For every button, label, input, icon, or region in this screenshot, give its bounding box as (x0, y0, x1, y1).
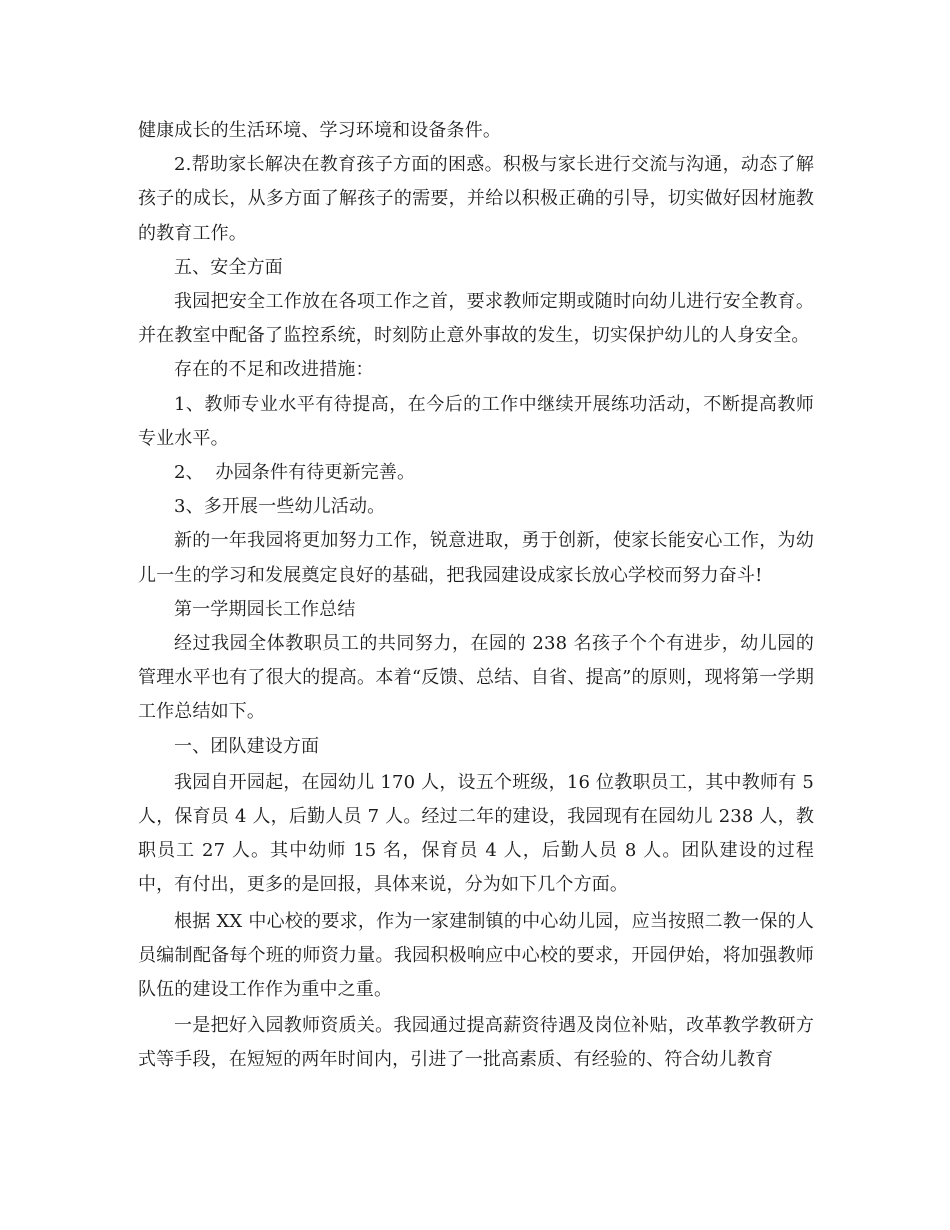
paragraph-new-year: 新的一年我园将更加努力工作，锐意进取，勇于创新，使家长能安心工作，为幼儿一生的学习和发展奠定良好的基础，把我园建设成家长放心学校而努力奋斗! (138, 530, 814, 586)
summary-title: 第一学期园长工作总结 (174, 598, 356, 620)
heading-team-building: 一、团队建设方面 (174, 735, 320, 757)
paragraph-continuation: 健康成长的生活环境、学习环境和设备条件。 (138, 120, 501, 141)
list-item-3: 3、多开展一些幼儿活动。 (174, 496, 386, 518)
paragraph-intro: 经过我园全体教职员工的共同努力，在园的 238 名孩子个个有进步，幼儿园的管理水平也有了很大的提高。本着“反馈、总结、自省、提高”的原则，现将第一学期工作总结如下。 (138, 633, 814, 723)
paragraph-parent-help: 2.帮助家长解决在教育孩子方面的困惑。积极与家长进行交流与沟通，动态了解孩子的成长，从多方面了解孩子的需要，并给以积极正确的引导，切实做好因材施教的教育工作。 (138, 154, 814, 244)
paragraph-staffing: 根据 XX 中心校的要求，作为一家建制镇的中心幼儿园，应当按照二教一保的人员编制配备每个班的师资力量。我园积极响应中心校的要求，开园伊始，将加强教师队伍的建设工作作为重中之重。 (138, 910, 814, 1001)
list-item-2: 2、 办园条件有待更新完善。 (174, 462, 416, 484)
document-body (138, 114, 814, 1078)
heading-safety: 五、安全方面 (174, 256, 283, 278)
heading-shortcomings: 存在的不足和改进措施： (174, 359, 374, 381)
paragraph-safety: 我园把安全工作放在各项工作之首，要求教师定期或随时向幼儿进行安全教育。并在教室中配备了监控系统，时刻防止意外事故的发生，切实保护幼儿的人身安全。 (138, 291, 814, 347)
paragraph-teacher-qualification: 一是把好入园教师资质关。我园通过提高薪资待遇及岗位补贴，改革教学教研方式等手段，在短短的两年时间内，引进了一批高素质、有经验的、符合幼儿教育 (138, 1015, 814, 1071)
paragraph-team-stats: 我园自开园起，在园幼儿 170 人，设五个班级，16 位教职员工，其中教师有 5 人，保育员 4 人，后勤人员 7 人。经过二年的建设，我园现有在园幼儿 238 人，教职员工 27 人。其中幼师 15 名，保育员 4 人，后勤人员 8 人。团队建设的过程中，有付出，更多的是回报，具体来说，分为如下几个方面。 (138, 771, 814, 896)
list-item-1: 1、教师专业水平有待提高，在今后的工作中继续开展练功活动，不断提高教师专业水平。 (138, 393, 814, 449)
